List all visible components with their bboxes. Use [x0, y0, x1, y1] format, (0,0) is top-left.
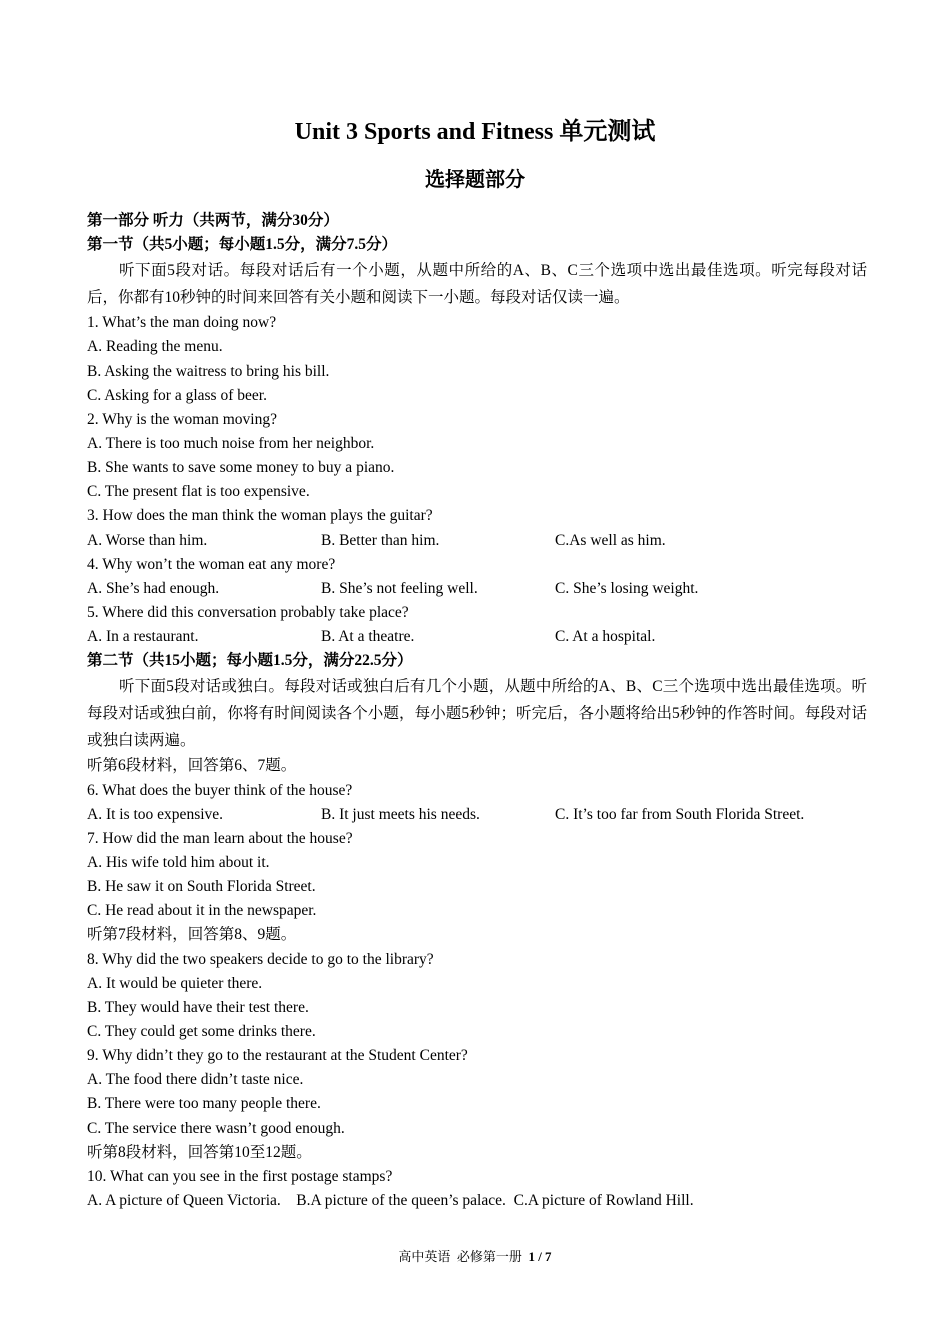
question-1: 1. What’s the man doing now? [87, 314, 277, 332]
question-9: 9. Why didn’t they go to the restaurant at the Student Center? [87, 1047, 468, 1065]
q5-option-c: C. At a hospital. [555, 628, 656, 646]
section1-instructions: 听下面5段对话。每段对话后有一个小题，从题中所给的A、B、C三个选项中选出最佳选项。听完每段对话后，你都有10秒钟的时间来回答有关小题和阅读下一小题。每段对话仅读一遍。 [87, 262, 867, 307]
question-2: 2. Why is the woman moving? [87, 410, 277, 428]
section2-heading: 第二节（共15小题；每小题1.5分，满分22.5分） [87, 652, 413, 670]
q1-option-c: C. Asking for a glass of beer. [87, 386, 267, 404]
question-3: 3. How does the man think the woman plays the guitar? [87, 507, 433, 525]
q2-option-b: B. She wants to save some money to buy a piano. [87, 459, 395, 477]
q2-option-a: A. There is too much noise from her neighbor. [87, 434, 375, 452]
material-8-note: 听第8段材料，回答第10至12题。 [87, 1143, 312, 1161]
section1-heading: 第一节（共5小题；每小题1.5分，满分7.5分） [87, 236, 398, 254]
q5-options [87, 625, 867, 649]
q5-option-b: B. At a theatre. [321, 628, 415, 646]
q3-options [87, 529, 867, 553]
q2-option-c: C. The present flat is too expensive. [87, 483, 310, 501]
document-body [87, 209, 867, 1213]
question-10: 10. What can you see in the first postage stamps? [87, 1167, 393, 1185]
q9-option-a: A. The food there didn’t taste nice. [87, 1071, 304, 1089]
q8-option-a: A. It would be quieter there. [87, 974, 263, 992]
q1-option-b: B. Asking the waitress to bring his bill. [87, 362, 330, 380]
q4-options [87, 577, 867, 601]
q9-option-b: B. There were too many people there. [87, 1095, 321, 1113]
q4-option-b: B. She’s not feeling well. [321, 579, 478, 597]
q5-option-a: A. In a restaurant. [87, 628, 199, 646]
q6-option-b: B. It just meets his needs. [321, 805, 480, 823]
q1-option-a: A. Reading the menu. [87, 338, 223, 356]
q10-options: A. A picture of Queen Victoria. B.A picture of the queen’s palace. C.A picture of Rowland Hill. [87, 1191, 694, 1209]
page-title: Unit 3 Sports and Fitness 单元测试 [294, 119, 656, 145]
material-7-note: 听第7段材料，回答第8、9题。 [87, 926, 297, 944]
part1-heading: 第一部分 听力（共两节，满分30分） [87, 212, 339, 229]
page-footer [0, 1247, 950, 1267]
q8-option-c: C. They could get some drinks there. [87, 1022, 316, 1040]
q3-option-a: A. Worse than him. [87, 531, 208, 549]
question-4: 4. Why won’t the woman eat any more? [87, 555, 336, 573]
q7-option-c: C. He read about it in the newspaper. [87, 902, 317, 920]
question-6: 6. What does the buyer think of the house? [87, 781, 353, 799]
page-number: 1 / 7 [528, 1249, 552, 1264]
page-subtitle: 选择题部分 [425, 169, 525, 191]
q3-option-c: C.As well as him. [555, 531, 666, 549]
q6-option-a: A. It is too expensive. [87, 805, 224, 823]
q3-option-b: B. Better than him. [321, 531, 440, 549]
q7-option-a: A. His wife told him about it. [87, 853, 270, 871]
footer-text: 高中英语 必修第一册 [398, 1249, 529, 1264]
q6-option-c: C. It’s too far from South Florida Street. [555, 805, 805, 823]
question-7: 7. How did the man learn about the house? [87, 829, 353, 847]
question-8: 8. Why did the two speakers decide to go to the library? [87, 950, 434, 968]
q8-option-b: B. They would have their test there. [87, 998, 309, 1016]
q9-option-c: C. The service there wasn’t good enough. [87, 1119, 345, 1137]
question-5: 5. Where did this conversation probably take place? [87, 603, 409, 621]
q6-options [87, 803, 867, 827]
q4-option-a: A. She’s had enough. [87, 579, 220, 597]
q4-option-c: C. She’s losing weight. [555, 579, 699, 597]
section2-instructions: 听下面5段对话或独白。每段对话或独白后有几个小题，从题中所给的A、B、C三个选项中选出最佳选项。听每段对话或独白前，你将有时间阅读各个小题，每小题5秒钟；听完后，各小题将给出5秒钟的作答时间。每段对话或独白读两遍。 [87, 678, 867, 750]
q7-option-b: B. He saw it on South Florida Street. [87, 878, 316, 896]
material-6-note: 听第6段材料，回答第6、7题。 [87, 757, 297, 775]
